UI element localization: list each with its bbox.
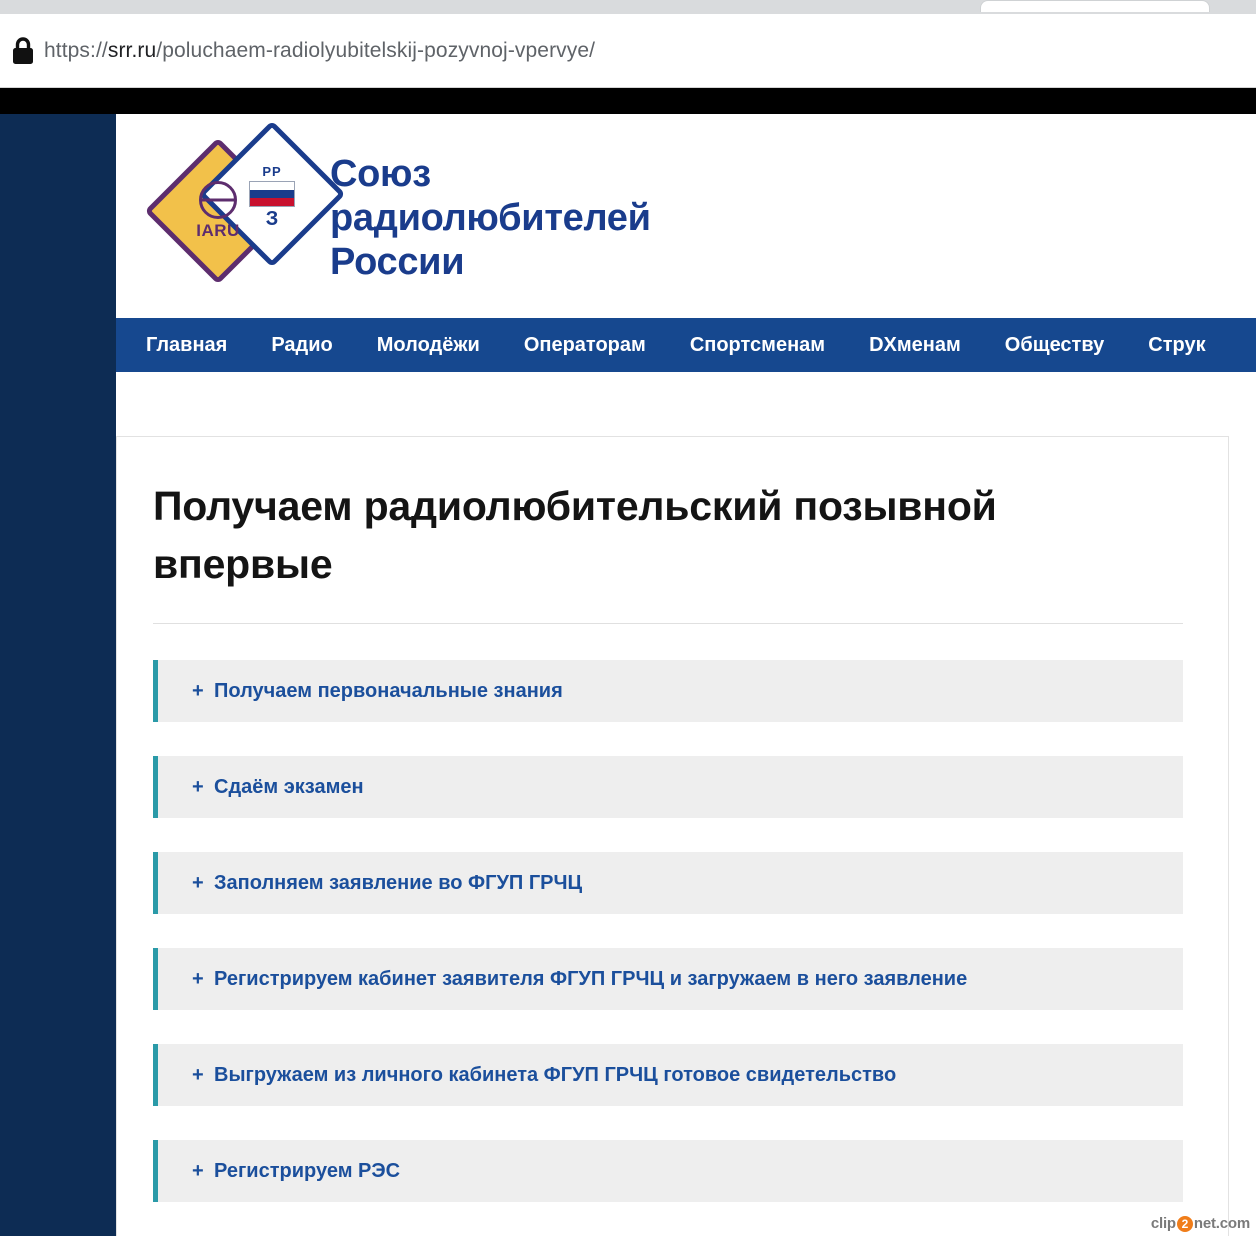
- expand-icon[interactable]: +: [192, 775, 204, 798]
- site-wordmark: [330, 152, 651, 284]
- accordion-item-2[interactable]: [153, 756, 1183, 818]
- browser-tab[interactable]: [980, 0, 1210, 12]
- accordion-item-4[interactable]: [153, 948, 1183, 1010]
- url-domain: srr.ru: [107, 38, 157, 62]
- srr-letters: РР: [262, 163, 282, 179]
- accordion-item-1[interactable]: [153, 660, 1183, 722]
- accordion-label: Заполняем заявление во ФГУП ГРЧЦ: [214, 871, 583, 894]
- nav-item-sportsmenam[interactable]: Спортсменам: [689, 334, 826, 356]
- accordion-label: Получаем первоначальные знания: [214, 679, 563, 702]
- accordion-label: Регистрируем кабинет заявителя ФГУП ГРЧЦ и загружаем в него заявление: [214, 967, 968, 990]
- watermark-badge: 2: [1177, 1216, 1193, 1232]
- page-title: Получаем радиолюбительский позывной впервые: [153, 483, 997, 587]
- article-card: [116, 436, 1229, 1236]
- nav-item-dxmenam[interactable]: DXменам: [869, 334, 961, 356]
- site-container: [116, 114, 1256, 1236]
- web-page: [0, 114, 1256, 1236]
- expand-icon[interactable]: +: [192, 1063, 204, 1086]
- expand-icon[interactable]: +: [192, 871, 204, 894]
- accordion-label: Сдаём экзамен: [214, 775, 364, 798]
- watermark-suffix: net.com: [1193, 1215, 1250, 1232]
- russian-flag-icon: [249, 181, 295, 207]
- lock-icon: [6, 34, 40, 68]
- browser-chrome: [0, 0, 1256, 88]
- address-bar[interactable]: [0, 14, 1256, 87]
- wordmark-line-1: Союз: [330, 153, 431, 195]
- clip2net-watermark: [1151, 1215, 1250, 1232]
- nav-item-operatoram[interactable]: Операторам: [523, 334, 646, 356]
- site-logo[interactable]: [164, 124, 651, 299]
- logo-emblems: [164, 124, 316, 299]
- srr-emblem-content: [226, 150, 318, 242]
- nav-spacer: [116, 372, 1256, 436]
- nav-item-molodyozhi[interactable]: Молодёжи: [376, 334, 480, 356]
- nav-item-radio[interactable]: Радио: [271, 334, 333, 356]
- left-rail: [0, 114, 116, 1236]
- accordion-label: Регистрируем РЭС: [214, 1159, 401, 1182]
- title-divider: [153, 623, 1183, 624]
- expand-icon[interactable]: +: [192, 679, 204, 702]
- wordmark-line-2: радиолюбителей: [330, 197, 651, 239]
- watermark-prefix: clip: [1150, 1215, 1176, 1232]
- expand-icon[interactable]: +: [192, 1159, 204, 1182]
- accordion-list: [153, 660, 1180, 1202]
- page-top-band: [0, 88, 1256, 114]
- nav-item-glavnaya[interactable]: Главная: [146, 334, 228, 356]
- expand-icon[interactable]: +: [192, 967, 204, 990]
- accordion-label: Выгружаем из личного кабинета ФГУП ГРЧЦ готовое свидетельство: [214, 1063, 897, 1086]
- url-path: /poluchaem-radiolyubitelskij-pozyvnoj-vpervye/: [156, 38, 596, 62]
- wordmark-line-3: России: [330, 241, 465, 283]
- accordion-item-5[interactable]: [153, 1044, 1183, 1106]
- nav-item-struktura[interactable]: Струк: [1148, 334, 1206, 356]
- iaru-text: IARU: [196, 221, 240, 240]
- srr-antenna-glyph: З: [265, 207, 279, 230]
- main-navigation[interactable]: [116, 318, 1256, 372]
- url-text[interactable]: [44, 39, 595, 63]
- nav-item-obschestvu[interactable]: Обществу: [1004, 334, 1105, 356]
- url-prefix: https://: [44, 38, 108, 62]
- accordion-item-3[interactable]: [153, 852, 1183, 914]
- site-header: [116, 114, 1256, 318]
- accordion-item-6[interactable]: [153, 1140, 1183, 1202]
